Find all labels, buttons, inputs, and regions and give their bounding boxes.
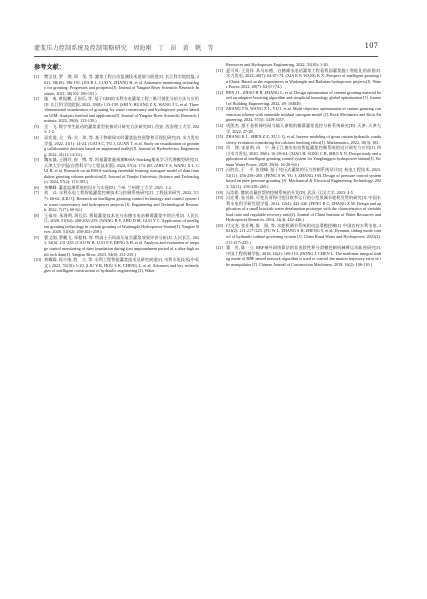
reference-item	[34, 96, 199, 124]
reference-text: 冯浩铭. 微软动量控帮的控制系统的开发[D]. 武汉: 江汉大学, 2023: 4-5.	[226, 189, 354, 195]
reference-text: REN J L, ZHAO H B, ZHANG L, et al. Design optimization of cement grouting material based on adaptive boosting algorithm and simplicial homology global optimization [J]. Journal of Building Engineering, 2022, 49: 104049.	[226, 89, 381, 106]
reference-item	[34, 135, 199, 157]
reference-number: [2]	[34, 96, 39, 102]
reference-number: [7]	[34, 190, 39, 196]
reference-number: [4]	[34, 135, 39, 141]
reference-item	[216, 134, 381, 145]
reference-number: [13]	[216, 106, 223, 112]
reference-text: ZHANG T R, WANG X L, YU J, et al. Multi-objective optimization of curtain grouting construction scheme with ensemble residual surrogate model [J]. Rock Mechanics and Rock Engineering, 2024, 57(5): 3439-3457.	[226, 106, 381, 123]
reference-item	[216, 245, 381, 267]
reference-number: [10]	[34, 257, 41, 263]
reference-item	[216, 195, 381, 223]
reference-number: [14]	[216, 123, 223, 129]
reference-item	[34, 190, 199, 212]
reference-item	[216, 167, 381, 189]
reference-item	[216, 145, 381, 167]
reference-number: [8]	[34, 212, 39, 218]
page-number: 107	[364, 42, 378, 50]
reference-number: [3]	[34, 123, 39, 129]
reference-item	[34, 74, 199, 96]
reference-text: 肖 理, 宋星明, 向 宁. 扬子江抽水电站智能灌浆控制系统的设计研究与应用[J]. 四川水力发电, 2020, 39(6): 16-20+64. (XIAO H, SONG C R, SHUI X N. Design study and application of intelligent grouting control system for Yangfanggou hydropower station[J]. Sichuan Water Power, 2020, 39(6): 16-20+64.)	[226, 145, 381, 167]
reference-item	[34, 235, 199, 257]
reference-item	[34, 157, 199, 185]
reference-continuation: Resources and Hydropower Engineering, 2022, 53(10): 1-20.	[226, 62, 329, 67]
reference-text: 董 若, 陈 立. RBF神经网络算法的非连续性积分滑模控制机械臂运动轨迹研究[J]. 中国工程机械学报, 2018, 16(2): 106-110. (DONG J, CHEN L. The nonlinear integral sliding mode of RBF neural network algorithm is used to control the motion trajectory error of the manipulator [J]. Chinese Journal of Construction Machinery, 2018, 16(2): 106-110.)	[226, 245, 381, 267]
reference-item	[34, 213, 199, 235]
reference-number: [11]	[216, 67, 223, 73]
reference-text: 刘耀霖, 侯少康, 程 立, 等. 水利工程智能灌浆技术及研究展望[J]. 水利水电技术(中英文), 2022, 53(10): 1-20. (LIU Y R, HOU S K, CHENG L, et al. Advances and key technologies of intelligent construction of hydraulic engineering [J]. Water	[44, 257, 199, 274]
reference-text: 王福亮, 朱海明, 周长信. 智能灌浆技术在乌东德水电站帷幕灌浆中的应用[J]. 人民长江, 2020, 51(S2): 200-202+259. (WANG R Y, ZHU D M, GUO Y C. Application of intelligent grouting technology in curtain grouting of Wudongde Hydropower Station[J]. Yangtze River, 2020, 51(S2): 200-202+259.)	[44, 212, 199, 235]
reference-number: [20]	[216, 222, 223, 228]
reference-text: 全 飞. 数字孪生驱动的灌浆重型装备设计研究方法研究[D]. 西安: 西安理工大学, 2023: 1-2.	[44, 123, 199, 135]
reference-number: [6]	[34, 184, 39, 190]
reference-text: 冯胜宾, 于 平, 张建峰. 基于纯压式灌浆的压力控制系统设计[J]. 机电工程技术, 2023, 52(11): 256-258+265. (FENG S W, YU J, ZHANG J M. Design of pressure control system based on pure pressure grouting [J]. Mechanical & Electrical Engineering Technology, 2023, 52(11): 256-258+265.)	[226, 167, 381, 190]
reference-text: 施 夷, 黄振鹏, 王国乐, 等. 基于GIM的水利水电灌浆工程三维可视化分析方法与应用[J]. 长江科学院院报, 2022, 39(8): 133-139. (SHI Y, HUANG Z X, WANG T L, et al. Three-dimensional visualization of grouting for water conservancy and hydropower project based on GIM: Analysis method and application[J]. Journal of Yangtze River Scientific Research Institute, 2022, 39(8): 133-139.)	[44, 96, 199, 124]
reference-number: [15]	[216, 134, 223, 140]
references-heading: 参考文献：	[34, 64, 65, 71]
header-rule	[34, 56, 378, 57]
reference-number: [12]	[216, 89, 223, 95]
references-left-column	[34, 74, 199, 274]
reference-number: [17]	[216, 167, 223, 173]
reference-item	[216, 223, 381, 245]
reference-text: 樊宝良, 罗 理, 郑 玺, 等. 灌浆工程自动监测技术进展与展望[J]. 长江科学院院报, 2021, 38(10): 186-191. (JIA B L, LUO Y, ZHANG H, et al. Automatic monitoring technology for grouting: Progresses and prospects[J]. Journal of Yangtze River Scientific Research Institute, 2021, 38(10): 186-191.)	[44, 74, 199, 96]
reference-text: 巩凯杰. 基于卷积神经网与输入参数的帷幕灌浆监控分析系统研究[D]. 天津: 天津大学, 2022: 27-28.	[226, 123, 381, 134]
reference-item	[216, 90, 381, 107]
reference-number: [1]	[34, 74, 39, 79]
reference-number: [16]	[216, 145, 223, 151]
reference-item	[34, 124, 199, 135]
reference-text: 曹文刚, 罗鹏飞, 邓超林, 等. 特高土石坝高压复合灌浆效果评价分析[J]. 人民长江, 2023, 54(6): 231-235. (CAO W B, LUO P F, DENG S H, et al. Analysis and evaluation of seepage control monitoring of dam foundation during first impoundment period of a ultra-high earth rock dam[J]. Yangtze River, 2023, 54(6): 231-235.)	[44, 234, 199, 257]
reference-text: 付文龙, 张社梅, 陈 阳, 等. 水轮机调节系统的动态滑模控制[J]. 中国农村水利水电, 2023(2): 211-217+225. (FU W L, ZHANG S H, ZHENG Y, et al. Dynamic sliding mode control of hydraulic turbine governing system [J]. China Rural Water and Hydropower, 2023(2): 211-217+225.)	[226, 222, 381, 245]
reference-number: [19]	[216, 195, 223, 201]
reference-item	[216, 106, 381, 123]
reference-number: [21]	[216, 245, 223, 251]
reference-text: 魏东镇, 王晓玲, 崔 博, 等. 坝基灌浆量预测BSSA-Stacking集成学习代理模型研究[J]. 天津大学学报(自然科学与工程技术版), 2024, 57(2): 174-185. (ZHU Y S, WANG X L, CUI B, et al. Research on an BSSA-stacking ensemble learning surrogate model of dam foundation grouting volume prediction[J]. Journal of Tianjin University (Science and Technology), 2024, 57(2): 174-185.)	[44, 157, 199, 185]
reference-number: [9]	[34, 234, 39, 240]
reference-number: [5]	[34, 157, 39, 163]
reference-text: 冯宏勇, 张书源. 可变负荷和可变回收率运行的小型黑城水轮机发管的研究[J]. 中国水利水电科学研究院学报, 2014, 12(4): 442-446. (FENG B C, ZHANG Z M. Design and application of a small brackish water desalination prototype with the characteristics of variable load ratio and regulable recovery ratio[J]. Journal of China Institute of Water Resources and Hydropower Research, 2014, 12(4): 442-446.)	[226, 195, 381, 223]
reference-text: 袁宏震, 全 锋, 关 玮, 等. 基于物联网实时灌浆监控预警和可视化研究[J]. 水力发电学报, 2022, 41(1): 14-24. (GAI S C, YU J, GUAN T, et al. Study on visualization of grouting collaborative decision based on augmented reality[J]. Journal of Hydroelectric Engineering, 2022, 41(1): 14-24.)	[44, 135, 199, 157]
page-header	[34, 42, 378, 55]
reference-text: 夏可风. 王良祥. 从乌东德、白鹤滩水电站灌浆工程看我国灌浆施工智能化的前景[J]. 水力发电, 2022, 48(7): 64-67+74. (XIA K F, WANG K X. Prospect of intelligent grouting in China: Based on the experiences in Wudongde and Baihetan hydropower projects[J]. Water Power, 2022, 48(7): 64-67+74.)	[226, 67, 381, 90]
reference-text: 李攀峰. 灌浆监测系统的设计与实现[D]. 兰州: 兰州理工大学, 2021: 1-2.	[44, 184, 172, 190]
reference-text: 刘 众. 水利水电工程智能灌浆控制技术与控制系统研究[J]. 工程技术研究, 2022, 7(17): 60-62. (LIU Q. Research on intelligent grouting control technology and control system for water conservancy and hydropower projects [J]. Engineering and Technological Research, 2022, 7(17): 60-62.)	[44, 190, 199, 213]
reference-text: ZHANG K L, SHEN Z Z, XU L Q, et al. Inverse modeling of grout curtain hydraulic conductivity evolution considering the calcium leaching effect[J]. Mathematics, 2022, 10(3): 381.	[226, 134, 381, 145]
references-right-column	[216, 62, 381, 267]
reference-item	[216, 123, 381, 134]
running-title: 灌浆压力控制系统及控制策略研究 周海刚 丁 昂 黄 帆 等	[34, 46, 214, 52]
reference-item	[216, 68, 381, 90]
reference-item	[34, 257, 199, 274]
reference-number: [18]	[216, 189, 223, 195]
